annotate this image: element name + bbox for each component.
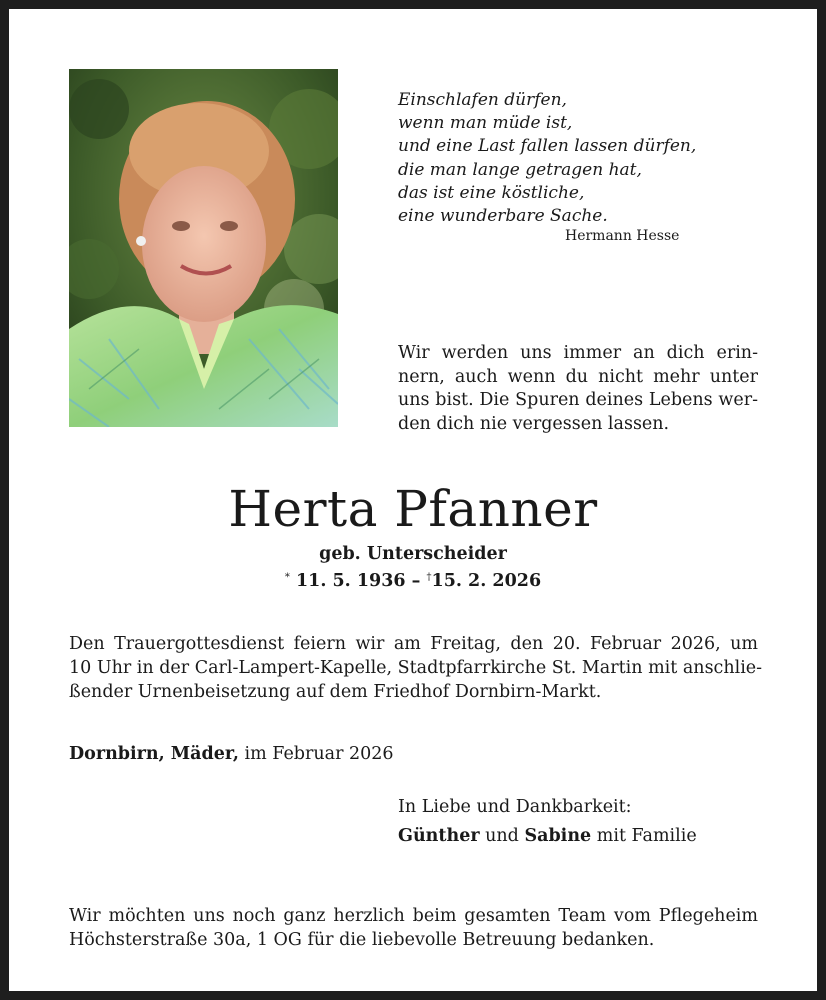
service-announcement (69, 632, 763, 704)
memory-line: den dich nie vergessen lassen. (398, 413, 670, 434)
life-dates (9, 566, 817, 593)
death-symbol: † (426, 572, 432, 583)
poem (398, 89, 758, 228)
birth-date: 11. 5. 1936 (295, 571, 406, 591)
deceased-name: Herta Pfanner (228, 480, 598, 538)
portrait-photo (69, 69, 338, 427)
service-line: ßender Urnenbeisetzung auf dem Friedhof Dornbirn-Markt. (69, 682, 602, 702)
obituary-page (9, 9, 817, 991)
poem-line: Einschlafen dürfen, (398, 90, 567, 110)
service-line: Den Trauergottesdienst feiern wir am Freitag, den 20. Februar 2026, um (69, 634, 758, 654)
birth-name: geb. Unterscheider (319, 544, 507, 564)
memory-line: Wir werden uns immer an dich erin- (398, 343, 758, 363)
mourner-name: Sabine (524, 826, 592, 846)
poem-line: die man lange getragen hat, (398, 159, 642, 180)
towns: Dornbirn, Mäder, (69, 744, 239, 764)
poem-line: eine wunderbare Sache. (398, 206, 608, 227)
memory-text (398, 342, 758, 436)
signature-names (398, 824, 697, 848)
service-line: 10 Uhr in der Carl-Lampert-Kapelle, Stadtpfarrkirche St. Martin mit anschlie- (69, 658, 763, 678)
place-and-date (69, 742, 394, 766)
poem-line: das ist eine köstliche, (398, 182, 585, 203)
signature-intro: In Liebe und Dankbarkeit: (398, 797, 632, 817)
death-date: 15. 2. 2026 (431, 571, 542, 591)
thanks-line: Wir möchten uns noch ganz herzlich beim gesamten Team vom Pflegeheim (69, 906, 758, 926)
poem-author: Hermann Hesse (565, 228, 680, 244)
thanks-note (69, 904, 758, 952)
poem-line: und eine Last fallen lassen dürfen, (398, 136, 697, 157)
date-separator: – (411, 571, 421, 591)
thanks-line: Höchsterstraße 30a, 1 OG für die liebevolle Betreuung bedanken. (69, 930, 655, 950)
conjunction: und (485, 826, 519, 846)
poem-line: wenn man müde ist, (398, 113, 573, 134)
birth-symbol: * (284, 572, 290, 583)
family-suffix: mit Familie (596, 826, 697, 846)
memory-line: nern, auch wenn du nicht mehr unter (398, 366, 758, 387)
portrait-image (69, 69, 338, 427)
announcement-date: im Februar 2026 (244, 744, 394, 764)
memory-line: uns bist. Die Spuren deines Lebens wer- (398, 390, 758, 410)
mourner-name: Günther (398, 826, 480, 846)
